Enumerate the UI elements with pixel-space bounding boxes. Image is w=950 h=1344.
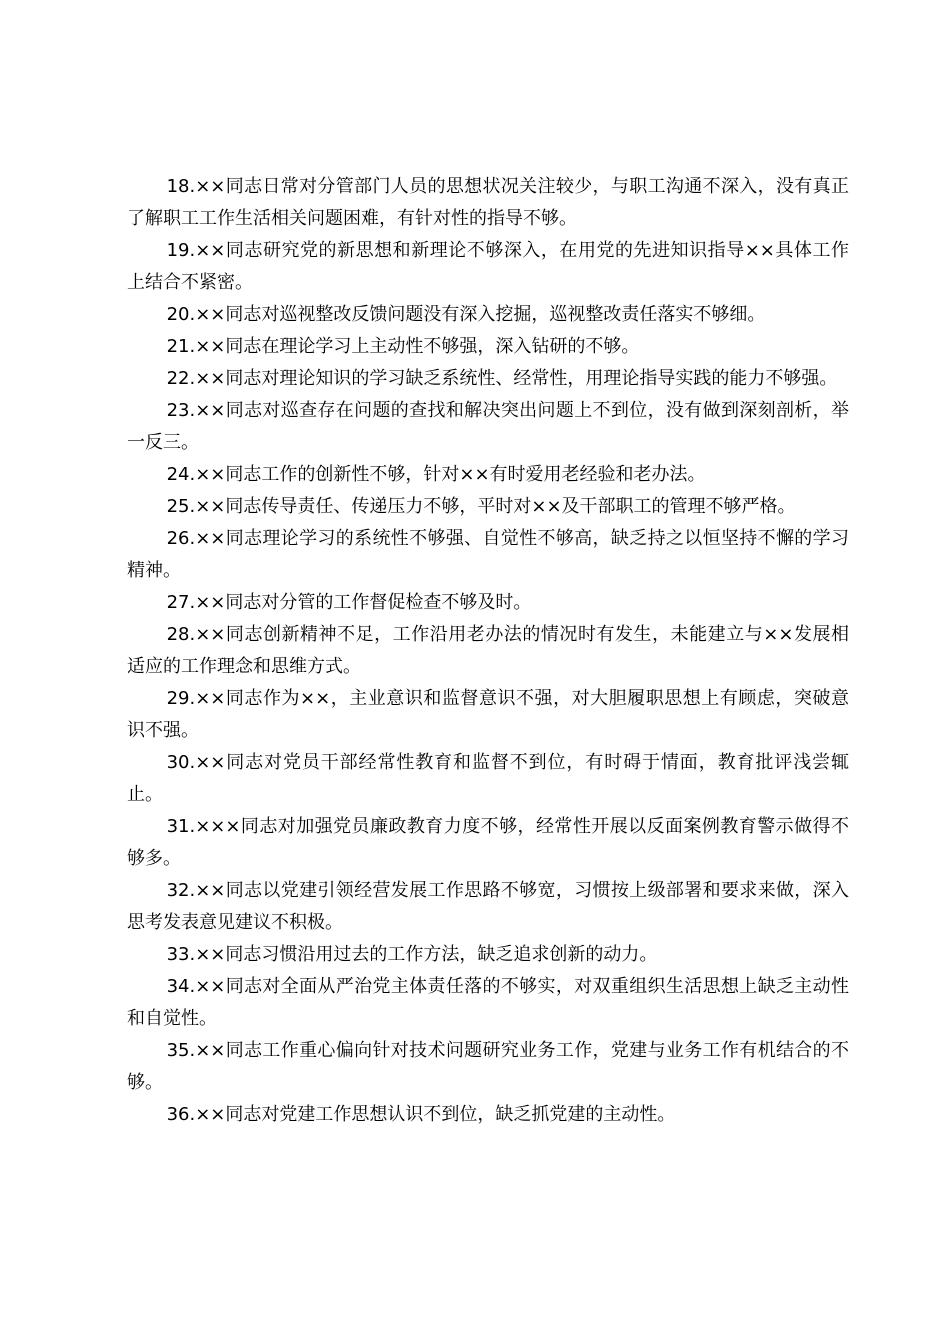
- list-item-35: 35.××同志工作重心偏向针对技术问题研究业务工作，党建与业务工作有机结合的不够。: [127, 1040, 849, 1093]
- list-item-31: 31.×××同志对加强党员廉政教育力度不够，经常性开展以反面案例教育警示做得不够多。: [127, 816, 849, 869]
- list-item-28: 28.××同志创新精神不足，工作沿用老办法的情况时有发生，未能建立与××发展相适应的工作理念和思维方式。: [127, 624, 849, 677]
- list-item-34: 34.××同志对全面从严治党主体责任落的不够实，对双重组织生活思想上缺乏主动性和自觉性。: [127, 976, 849, 1029]
- list-item-36: 36.××同志对党建工作思想认识不到位，缺乏抓党建的主动性。: [166, 1104, 676, 1125]
- list-item-29: 29.××同志作为××，主业意识和监督意识不强，对大胆履职思想上有顾虑，突破意识不强。: [127, 688, 849, 741]
- list-item-21: 21.××同志在理论学习上主动性不够强，深入钻研的不够。: [166, 336, 640, 357]
- list-item-26: 26.××同志理论学习的系统性不够强、自觉性不够高，缺乏持之以恒坚持不懈的学习精神。: [127, 528, 849, 581]
- list-item-30: 30.××同志对党员干部经常性教育和监督不到位，有时碍于情面，教育批评浅尝辄止。: [127, 752, 849, 805]
- list-item-18: 18.××同志日常对分管部门人员的思想状况关注较少，与职工沟通不深入，没有真正了解职工工作生活相关问题困难，有针对性的指导不够。: [127, 176, 849, 229]
- list-item-33: 33.××同志习惯沿用过去的工作方法，缺乏追求创新的动力。: [166, 944, 658, 965]
- list-item-32: 32.××同志以党建引领经营发展工作思路不够宽，习惯按上级部署和要求来做，深入思考发表意见建议不积极。: [127, 880, 849, 933]
- list-item-27: 27.××同志对分管的工作督促检查不够及时。: [166, 592, 532, 613]
- list-item-23: 23.××同志对巡查存在问题的查找和解决突出问题上不到位，没有做到深刻剖析，举一反三。: [127, 400, 849, 453]
- list-item-20: 20.××同志对巡视整改反馈问题没有深入挖掘，巡视整改责任落实不够细。: [166, 304, 766, 325]
- document-body: [127, 171, 849, 1131]
- list-item-22: 22.××同志对理论知识的学习缺乏系统性、经常性，用理论指导实践的能力不够强。: [166, 368, 838, 389]
- list-item-19: 19.××同志研究党的新思想和新理论不够深入，在用党的先进知识指导××具体工作上结合不紧密。: [127, 240, 849, 293]
- list-item-24: 24.××同志工作的创新性不够，针对××有时爱用老经验和老办法。: [166, 464, 706, 485]
- list-item-25: 25.××同志传导责任、传递压力不够，平时对××及干部职工的管理不够严格。: [166, 496, 796, 517]
